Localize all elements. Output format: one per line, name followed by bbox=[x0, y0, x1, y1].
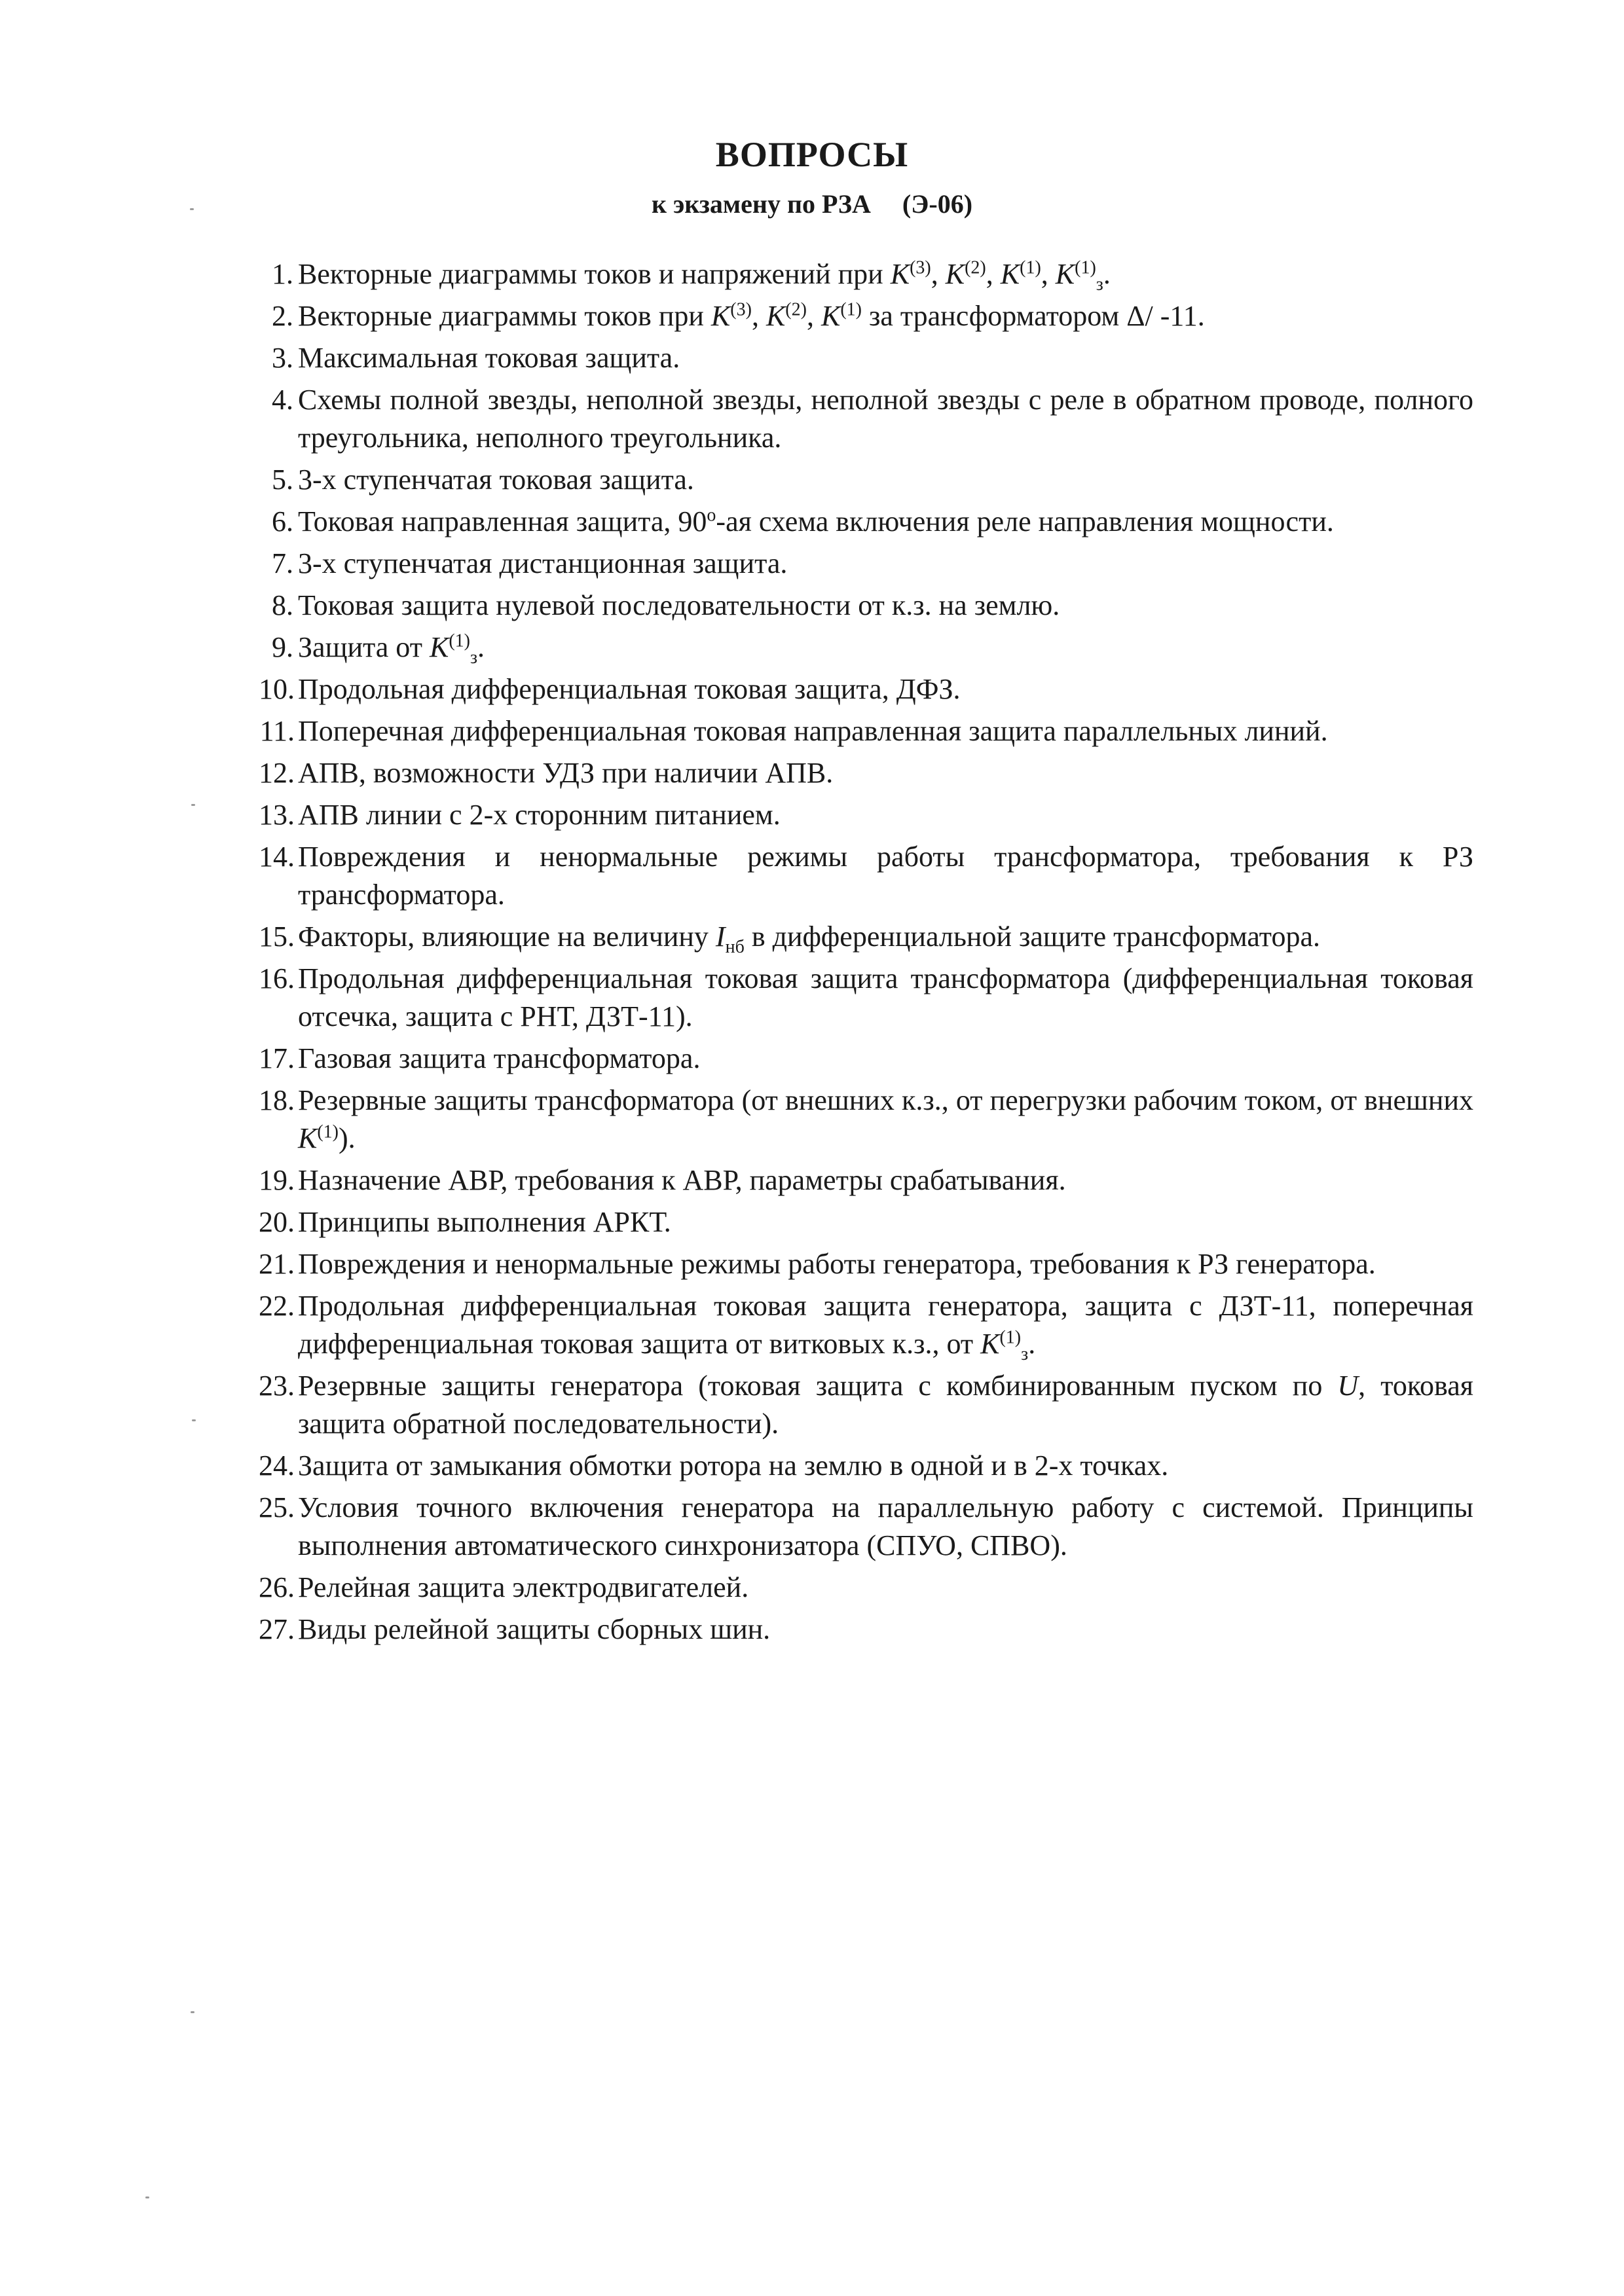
question-text-part: (1) bbox=[840, 299, 862, 320]
question-text-part: (1) bbox=[317, 1121, 339, 1142]
question-text-part: за трансформатором Δ/ bbox=[861, 300, 1153, 332]
question-item bbox=[249, 1040, 1473, 1078]
question-text-part: (3) bbox=[730, 299, 752, 320]
question-number: 17. bbox=[259, 1042, 295, 1074]
question-text-part: (2) bbox=[785, 299, 807, 320]
question-text-part: K bbox=[821, 300, 841, 332]
scan-speck bbox=[190, 208, 194, 210]
question-text: Схемы полной звезды, неполной звезды, неполной звезды с реле в обратном проводе, полного треугольника, неполного треугольника. bbox=[298, 384, 1473, 454]
question-number: 9. bbox=[272, 631, 293, 663]
question-text: Максимальная токовая защита. bbox=[298, 342, 680, 374]
question-text-part: K bbox=[1000, 258, 1020, 290]
subtitle-group: (Э-06) bbox=[902, 189, 973, 219]
question-text bbox=[298, 920, 1320, 957]
question-text-part: K bbox=[766, 300, 786, 332]
question-text bbox=[298, 505, 1334, 538]
question-item bbox=[249, 1447, 1473, 1485]
question-text-part: , bbox=[751, 300, 766, 332]
question-text-part: Резервные защиты генератора (токовая защита с комбинированным пуском по bbox=[298, 1370, 1338, 1402]
question-text-part: , bbox=[806, 300, 821, 332]
question-item bbox=[249, 1489, 1473, 1565]
question-text bbox=[298, 1370, 1473, 1440]
question-text: Продольная дифференциальная токовая защита, ДФЗ. bbox=[298, 673, 961, 705]
question-item bbox=[249, 381, 1473, 457]
question-text-part: -ая схема включения реле направления мощности. bbox=[716, 505, 1334, 538]
question-text: Виды релейной защиты сборных шин. bbox=[298, 1613, 771, 1645]
question-number: 4. bbox=[272, 384, 293, 416]
question-text: Токовая защита нулевой последовательности от к.з. на землю. bbox=[298, 589, 1060, 621]
question-number: 1. bbox=[272, 258, 293, 290]
question-text-part: . bbox=[1103, 258, 1111, 290]
question-text-part: . bbox=[477, 631, 485, 663]
question-item bbox=[249, 712, 1473, 750]
question-text: Назначение АВР, требования к АВР, параметры срабатывания. bbox=[298, 1164, 1066, 1196]
document-title: ВОПРОСЫ bbox=[715, 135, 909, 174]
question-text-part: o bbox=[707, 505, 716, 526]
question-text-part: I bbox=[715, 920, 726, 953]
question-text-part: з bbox=[1021, 1343, 1029, 1364]
question-item bbox=[249, 754, 1473, 792]
question-text-part: U bbox=[1337, 1370, 1359, 1402]
question-item bbox=[249, 1287, 1473, 1363]
scan-speck bbox=[145, 2196, 149, 2198]
scan-speck bbox=[191, 2011, 194, 2013]
question-text: АПВ, возможности УДЗ при наличии АПВ. bbox=[298, 757, 834, 789]
question-number: 2. bbox=[272, 300, 293, 332]
question-text-part: (1) bbox=[1020, 257, 1041, 278]
question-text bbox=[298, 257, 1111, 295]
question-number: 16. bbox=[259, 962, 295, 994]
question-item bbox=[249, 545, 1473, 583]
scan-speck bbox=[192, 1419, 196, 1421]
question-item bbox=[249, 503, 1473, 541]
question-item bbox=[249, 1611, 1473, 1649]
question-number: 22. bbox=[259, 1290, 295, 1322]
question-text: Продольная дифференциальная токовая защита трансформатора (дифференциальная токовая отсечка, защита с РНТ, ДЗТ-11). bbox=[298, 962, 1473, 1032]
question-item bbox=[249, 796, 1473, 834]
question-text-part: (3) bbox=[910, 257, 931, 278]
question-text-part: Защита от bbox=[298, 631, 430, 663]
question-number: 21. bbox=[259, 1248, 295, 1280]
question-text-part: , токовая защита обратной последовательности). bbox=[298, 1370, 1473, 1440]
question-text-part: K bbox=[1055, 258, 1075, 290]
subtitle-main: к экзамену по РЗА bbox=[651, 189, 871, 219]
question-item bbox=[249, 1367, 1473, 1443]
question-text-part: Векторные диаграммы токов и напряжений при bbox=[298, 258, 891, 290]
question-text-part: -11. bbox=[1153, 300, 1205, 332]
question-number: 12. bbox=[259, 757, 295, 789]
question-item bbox=[249, 339, 1473, 377]
question-number: 19. bbox=[259, 1164, 295, 1196]
question-number: 13. bbox=[259, 799, 295, 831]
question-number: 6. bbox=[272, 505, 293, 538]
question-item bbox=[249, 255, 1473, 293]
question-text-part: з bbox=[470, 647, 478, 668]
question-item bbox=[249, 838, 1473, 914]
question-text: АПВ линии с 2-х сторонним питанием. bbox=[298, 799, 781, 831]
question-number: 3. bbox=[272, 342, 293, 374]
question-text bbox=[298, 300, 1205, 332]
question-number: 14. bbox=[259, 841, 295, 873]
question-text-part: Токовая направленная защита, 90 bbox=[298, 505, 707, 538]
question-item bbox=[249, 1082, 1473, 1157]
question-text-part: Продольная дифференциальная токовая защита генератора, защита с ДЗТ-11, поперечная дифференциальная токовая защита от витковых к.з., от bbox=[298, 1290, 1473, 1360]
question-text-part: , bbox=[1041, 258, 1056, 290]
question-text: Принципы выполнения АРКТ. bbox=[298, 1206, 671, 1238]
question-text-part: K bbox=[945, 258, 965, 290]
question-text-part: K bbox=[429, 631, 449, 663]
question-text-part: нб bbox=[725, 936, 745, 957]
question-text: 3-х ступенчатая токовая защита. bbox=[298, 464, 694, 496]
question-text-part: K bbox=[298, 1122, 318, 1154]
question-text: Поперечная дифференциальная токовая направленная защита параллельных линий. bbox=[298, 715, 1328, 747]
question-text-part: Резервные защиты трансформатора (от внешних к.з., от перегрузки рабочим током, от внешних bbox=[298, 1084, 1473, 1116]
question-text-part: , bbox=[931, 258, 946, 290]
question-list bbox=[249, 255, 1473, 1652]
question-number: 5. bbox=[272, 464, 293, 496]
question-number: 15. bbox=[259, 920, 295, 953]
question-item bbox=[249, 960, 1473, 1036]
question-text: 3-х ступенчатая дистанционная защита. bbox=[298, 547, 788, 579]
question-number: 11. bbox=[259, 715, 295, 747]
question-text-part: . bbox=[1028, 1328, 1036, 1360]
question-text bbox=[298, 1084, 1473, 1154]
question-text-part: ). bbox=[339, 1122, 356, 1154]
question-number: 10. bbox=[259, 673, 295, 705]
question-number: 20. bbox=[259, 1206, 295, 1238]
question-item bbox=[249, 297, 1473, 335]
question-number: 26. bbox=[259, 1571, 295, 1603]
question-text-part: , bbox=[986, 258, 1001, 290]
question-text-part: в дифференциальной защите трансформатора. bbox=[744, 920, 1320, 953]
question-text: Релейная защита электродвигателей. bbox=[298, 1571, 749, 1603]
question-text bbox=[298, 630, 485, 668]
question-item bbox=[249, 629, 1473, 666]
question-item bbox=[249, 670, 1473, 708]
scan-speck bbox=[191, 804, 195, 806]
question-number: 8. bbox=[272, 589, 293, 621]
question-number: 27. bbox=[259, 1613, 295, 1645]
question-text-part: (2) bbox=[965, 257, 986, 278]
question-item bbox=[249, 1203, 1473, 1241]
question-item bbox=[249, 918, 1473, 956]
question-number: 24. bbox=[259, 1449, 295, 1482]
question-text: Повреждения и ненормальные режимы работы генератора, требования к РЗ генератора. bbox=[298, 1248, 1376, 1280]
question-text-part: (1) bbox=[449, 630, 470, 651]
question-text-part: Факторы, влияющие на величину bbox=[298, 920, 716, 953]
question-item bbox=[249, 587, 1473, 625]
question-text-part: K bbox=[710, 300, 731, 332]
question-text-part: (1) bbox=[1075, 257, 1096, 278]
question-text-part: з bbox=[1096, 274, 1103, 295]
question-item bbox=[249, 1569, 1473, 1607]
question-item bbox=[249, 1161, 1473, 1199]
question-number: 7. bbox=[272, 547, 293, 579]
question-text-part: K bbox=[980, 1328, 1000, 1360]
question-text-part: K bbox=[890, 258, 910, 290]
question-number: 18. bbox=[259, 1084, 295, 1116]
question-text: Условия точного включения генератора на параллельную работу с системой. Принципы выполнения автоматического синхронизатора (СПУО, СПВО). bbox=[298, 1491, 1473, 1561]
question-number: 25. bbox=[259, 1491, 295, 1523]
question-text: Газовая защита трансформатора. bbox=[298, 1042, 701, 1074]
question-text: Повреждения и ненормальные режимы работы трансформатора, требования к РЗ трансформатора. bbox=[298, 841, 1473, 911]
question-text: Защита от замыкания обмотки ротора на землю в одной и в 2-х точках. bbox=[298, 1449, 1169, 1482]
question-text-part: (1) bbox=[999, 1327, 1022, 1348]
question-item bbox=[249, 1245, 1473, 1283]
question-number: 23. bbox=[259, 1370, 295, 1402]
question-text bbox=[298, 1290, 1473, 1364]
question-text-part: Векторные диаграммы токов при bbox=[298, 300, 711, 332]
question-item bbox=[249, 461, 1473, 499]
document-subtitle bbox=[0, 189, 1624, 219]
